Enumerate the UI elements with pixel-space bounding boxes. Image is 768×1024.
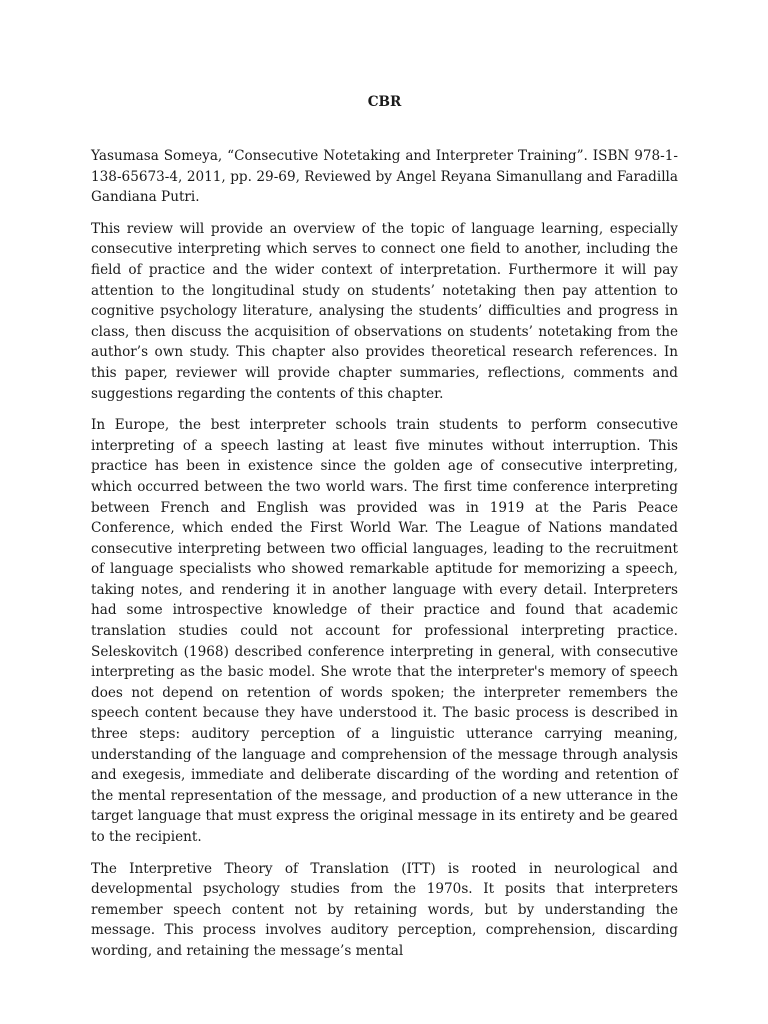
history-paragraph: In Europe, the best interpreter schools train students to perform consecutive interpreting of a speech lasting at least five minutes without interruption. This practice has been in existence since the golden age of consecutive interpreting, which occurred between the two world wars. The first time conference interpreting between French and English was provided was in 1919 at the Paris Peace Conference, which ended the First World War. The League of Nations mandated consecutive interpreting between two official languages, leading to the recruitment of language specialists who showed remarkable aptitude for memorizing a speech, taking notes, and rendering it in another language with every detail. Interpreters had some introspective knowledge of their practice and found that academic translation studies could not account for professional interpreting practice. Seleskovitch (1968) described conference interpreting in general, with consecutive interpreting as the basic model. She wrote that the interpreter's memory of speech does not depend on retention of words spoken; the interpreter remembers the speech content because they have understood it. The basic process is described in three steps: auditory perception of a linguistic utterance carrying meaning, understanding of the language and comprehension of the message through analysis and exegesis, immediate and deliberate discarding of the wording and retention of the mental representation of the message, and production of a new utterance in the target language that must express the original message in its entirety and be geared to the recipient. xyxy=(91,417,678,845)
itt-paragraph: The Interpretive Theory of Translation (ITT) is rooted in neurological and developmental psychology studies from the 1970s. It posits that interpreters remember speech content not by retaining words, but by understanding the message. This process involves auditory perception, comprehension, discarding wording, and retaining the message’s mental xyxy=(91,860,678,959)
document-title: CBR xyxy=(367,94,402,110)
document-body xyxy=(91,89,678,973)
overview-paragraph: This review will provide an overview of the topic of language learning, especially consecutive interpreting which serves to connect one field to another, including the field of practice and the wider context of interpretation. Furthermore it will pay attention to the longitudinal study on students’ notetaking then pay attention to cognitive psychology literature, analysing the students’ difficulties and progress in class, then discuss the acquisition of observations on students’ notetaking from the author’s own study. This chapter also provides theoretical research references. In this paper, reviewer will provide chapter summaries, reflections, comments and suggestions regarding the contents of this chapter. xyxy=(91,220,678,402)
citation-paragraph: Yasumasa Someya, “Consecutive Notetaking and Interpreter Training”. ISBN 978-1-138-65673-4, 2011, pp. 29-69, Reviewed by Angel Reyana Simanullang and Faradilla Gandiana Putri. xyxy=(91,148,678,206)
